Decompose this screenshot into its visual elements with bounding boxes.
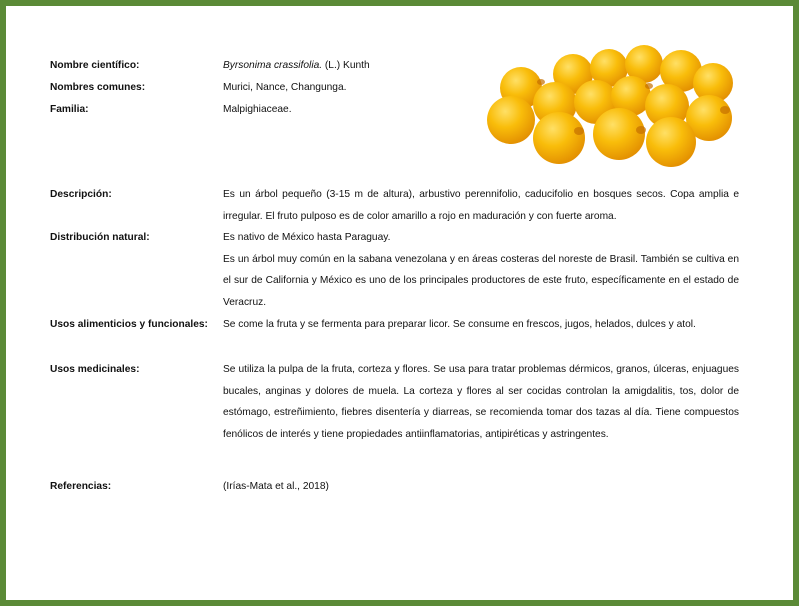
- fruit-cluster: [487, 45, 733, 167]
- medicinal-uses-value: Se utiliza la pulpa de la fruta, corteza y flores. Se usa para tratar problemas dérmicos, granos, úlceras, enjuagues bucales, anginas y dolores de muela. La corteza y flores al ser cocidas controlan la amigdalitis, tos, dolor de estómago, estreñimiento, fiebres disentería y diarreas, se recomienda tomar dos tazas al día. Tiene compuestos fenólicos de interés y tiene propiedades antiinflamatorias, antipiréticas y astringentes.: [223, 364, 739, 441]
- references-label: Referencias:: [50, 481, 112, 492]
- description-value: Es un árbol pequeño (3-15 m de altura), arbustivo perennifolio, caducifolio en bosques secos. Copa amplia e irregular. El fruto pulposo es de color amarillo a rojo en maduración y con fuerte aroma.: [223, 189, 739, 222]
- scientific-name-label: Nombre científico:: [50, 60, 140, 71]
- species-author: (L.) Kunth: [322, 60, 370, 71]
- family-label: Familia:: [50, 104, 89, 115]
- references-value: (Irías-Mata et al., 2018): [223, 481, 329, 492]
- nance-fruit-photo: [481, 38, 746, 174]
- family-value: Malpighiaceae.: [223, 104, 292, 115]
- food-uses-label: Usos alimenticios y funcionales:: [50, 319, 208, 330]
- medicinal-uses-label: Usos medicinales:: [50, 364, 140, 375]
- distribution-line-2: Es un árbol muy común en la sabana venezolana y en áreas costeras del noreste de Brasil. También se cultiva en el sur de California y México es uno de los principales productores de este fruto, específicamente en el estado de Veracruz.: [223, 253, 739, 309]
- description-label: Descripción:: [50, 189, 112, 200]
- distribution-label: Distribución natural:: [50, 232, 150, 243]
- species-name: Byrsonima crassifolia.: [223, 60, 323, 71]
- common-names-label: Nombres comunes:: [50, 82, 146, 93]
- distribution-value: [223, 227, 739, 314]
- common-names-value: Murici, Nance, Changunga.: [223, 82, 347, 93]
- distribution-line-1: Es nativo de México hasta Paraguay.: [223, 232, 391, 243]
- food-uses-value: Se come la fruta y se fermenta para preparar licor. Se consume en frescos, jugos, helados, dulces y atol.: [223, 319, 696, 330]
